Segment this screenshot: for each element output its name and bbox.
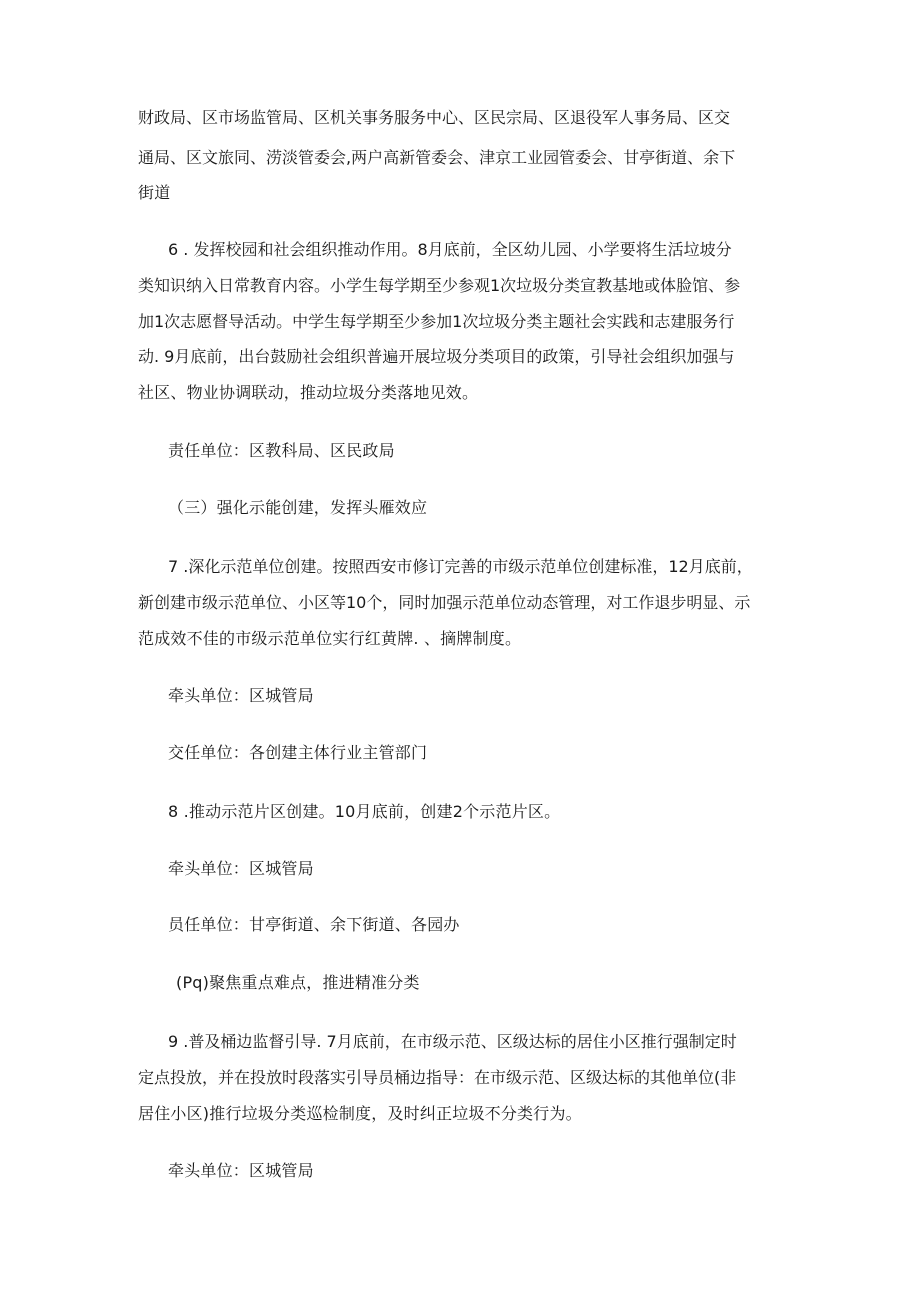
item7-lead-unit: 牵头单位：区城管局 xyxy=(168,686,314,705)
continuation-line-1: 财政局、区市场监管局、区机关事务服务中心、区民宗局、区退役军人事务局、区交 xyxy=(138,108,731,127)
item9-lead-unit: 牵头单位：区城管局 xyxy=(168,1161,314,1180)
item7-line-2: 新创建市级示范单位、小区等10个，同时加强示范单位动态管理，对工作退步明显、示 xyxy=(138,593,751,612)
item9-line-2: 定点投放，并在投放时段落实引导员桶边指导：在市级示范、区级达标的其他单位(非 xyxy=(138,1068,737,1087)
item9-line-1: 9 .普及桶边监督引导. 7月底前，在市级示范、区级达标的居住小区推行强制定时 xyxy=(168,1032,737,1051)
item7-line-1: 7 .深化示范单位创建。按照西安市修订完善的市级示范单位创建标准，12月底前， xyxy=(168,557,753,576)
item7-line-3: 范成效不佳的市级示范单位实行红黄牌. 、摘牌制度。 xyxy=(138,629,522,648)
item6-line-1: 6 . 发挥校园和社会组织推动作用。8月底前，全区幼儿园、小学要将生活垃坡分 xyxy=(168,240,732,259)
continuation-line-2: 通局、区文旅同、涝淡管委会,两户高新管委会、津京工业园管委会、甘亭街道、余下 xyxy=(138,148,736,167)
item7-responsible-unit: 交任单位：各创建主体行业主管部门 xyxy=(168,743,428,762)
item9-line-3: 居住小区)推行垃圾分类巡检制度，及时纠正垃圾不分类行为。 xyxy=(138,1104,582,1123)
section4-heading: (Pq)聚焦重点难点，推进精准分类 xyxy=(176,973,420,992)
item6-line-2: 类知识纳入日常教育内容。小学生每学期至少参观1次垃圾分类宣教基地或体脸馆、参 xyxy=(138,276,741,295)
item6-line-4: 动. 9月底前，出台鼓励社会组织普遍开展垃圾分类项目的政策，引导社会组织加强与 xyxy=(138,347,735,366)
item6-responsible: 责任单位：区教科局、区民政局 xyxy=(168,441,395,460)
item6-line-3: 加1次志愿督导活动。中学生每学期至少参加1次垃圾分类主题社会实践和志建服务行 xyxy=(138,312,735,331)
item8-lead-unit: 牵头单位：区城管局 xyxy=(168,859,314,878)
item8-line: 8 .推动示范片区创建。10月底前，创建2个示范片区。 xyxy=(168,802,561,821)
section3-heading: （三）强化示能创建，发挥头雁效应 xyxy=(168,498,428,517)
continuation-line-3: 街道 xyxy=(138,183,171,202)
item8-responsible-unit: 员任单位：甘亭街道、余下街道、各园办 xyxy=(168,915,460,934)
item6-line-5: 社区、物业协调联动，推动垃圾分类落地见效。 xyxy=(138,383,479,402)
